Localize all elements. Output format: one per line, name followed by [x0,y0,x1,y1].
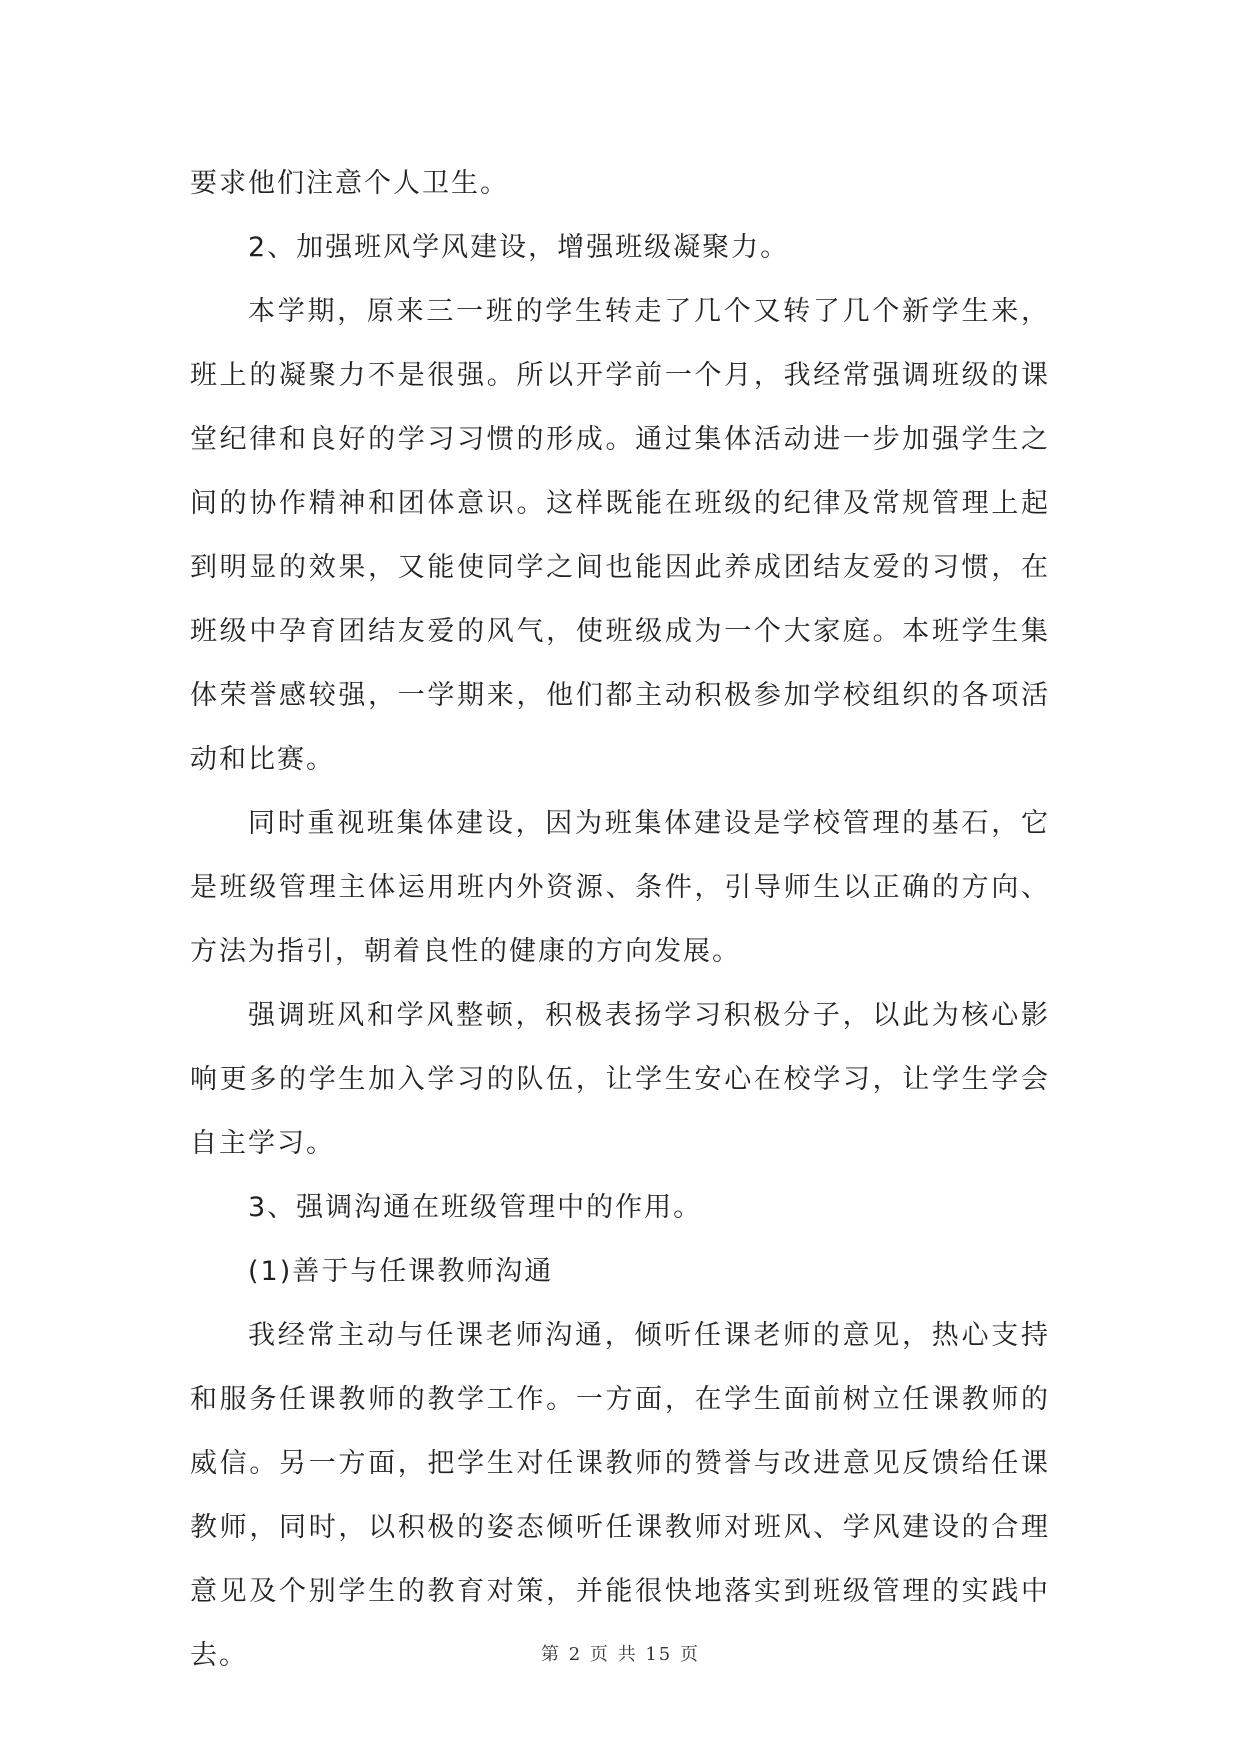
paragraph-5: 强调班风和学风整顿，积极表扬学习积极分子，以此为核心影响更多的学生加入学习的队伍，让学生安心在校学习，让学生学会自主学习。 [190,1000,1050,1159]
paragraph-3: 本学期，原来三一班的学生转走了几个又转了几个新学生来，班上的凝聚力不是很强。所以开学前一个月，我经常强调班级的课堂纪律和良好的学习习惯的形成。通过集体活动进一步加强学生之间的协作精神和团体意识。这样既能在班级的纪律及常规管理上起到明显的效果，又能使同学之间也能因此养成团结友爱的习惯，在班级中孕育团结友爱的风气，使班级成为一个大家庭。本班学生集体荣誉感较强，一学期来，他们都主动积极参加学校组织的各项活动和比赛。 [190,296,1050,775]
paragraph-8: 我经常主动与任课老师沟通，倾听任课老师的意见，热心支持和服务任课教师的教学工作。一方面，在学生面前树立任课教师的威信。另一方面，把学生对任课教师的赞誉与改进意见反馈给任课教师，同时，以积极的姿态倾听任课教师对班风、学风建设的合理意见及个别学生的教育对策，并能很快地落实到班级管理的实践中去。 [190,1320,1050,1671]
document-body [190,152,1050,1688]
paragraph-1: 要求他们注意个人卫生。 [190,168,509,199]
section-heading-3: 3、强调沟通在班级管理中的作用。 [248,1192,703,1223]
subheading-1: (1)善于与任课教师沟通 [248,1256,554,1287]
page-footer: 第 2 页 共 15 页 [541,1644,700,1665]
section-heading-2: 2、加强班风学风建设，增强班级凝聚力。 [248,232,790,263]
paragraph-4: 同时重视班集体建设，因为班集体建设是学校管理的基石，它是班级管理主体运用班内外资源、条件，引导师生以正确的方向、方法为指引，朝着良性的健康的方向发展。 [190,808,1050,967]
